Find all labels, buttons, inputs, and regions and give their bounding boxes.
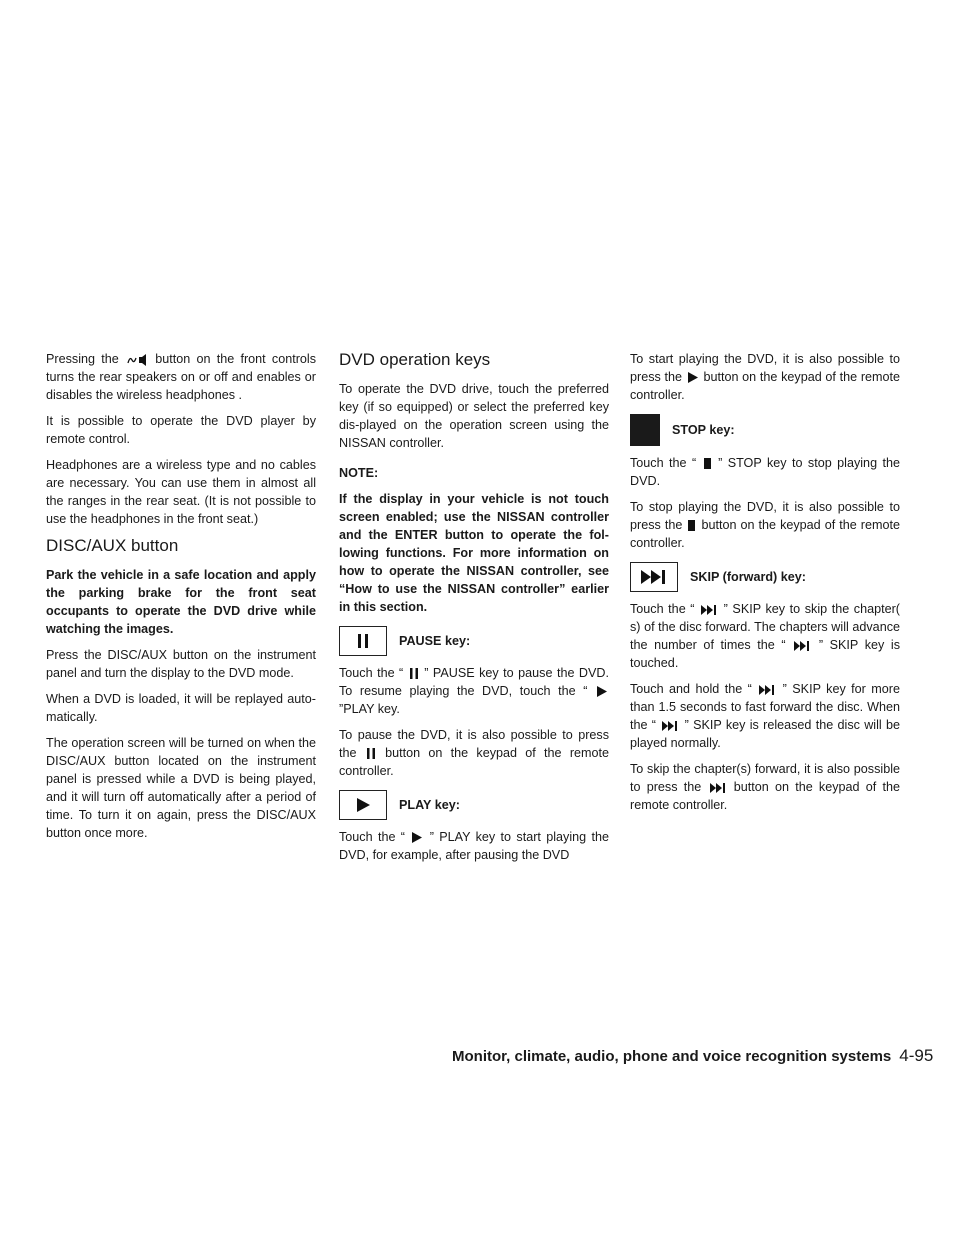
play-icon (412, 832, 422, 843)
skip-forward-icon (641, 570, 667, 584)
column-middle (339, 350, 609, 872)
heading-dvd-keys: DVD operation keys (339, 350, 491, 369)
skip-forward-icon (662, 721, 678, 731)
skip-forward-icon (759, 685, 775, 695)
play-icon (356, 798, 370, 812)
pause-icon (367, 748, 375, 759)
stop-icon (639, 421, 651, 439)
skip-forward-icon (701, 605, 717, 615)
paragraph-remote: It is possible to operate the DVD player by remote control. (46, 414, 316, 446)
play-key-box (339, 790, 387, 820)
stop-key-label: STOP key: (672, 423, 735, 437)
skip-key-box (630, 562, 678, 592)
column-right (630, 350, 900, 822)
skip-forward-icon (794, 641, 810, 651)
stop-key-box (630, 414, 660, 446)
pause-key-header (339, 626, 609, 656)
paragraph-operate-dvd: To operate the DVD drive, touch the preferred key (if so equipped) or select the preferred key dis-played on the operation screen using the NISSAN controller. (339, 382, 609, 450)
pause-key-label: PAUSE key: (399, 634, 471, 648)
paragraph-operation-screen: The operation screen will be turned on when the DISC/AUX button located on the instrument panel is pressed while a DVD is being played, and it will turn off automatically after a period of time. To turn it on again, press the DISC/AUX button once more. (46, 736, 316, 840)
heading-disc-aux: DISC/AUX button (46, 536, 179, 555)
paragraph-headphones: Headphones are a wireless type and no cables are necessary. You can use them in almost all the ranges in the rear seat. (It is not possible to use the headphones in the front seat.) (46, 458, 316, 526)
play-key-label: PLAY key: (399, 798, 460, 812)
paragraph-speaker-button: Pressing the button on the front controls turns the rear speakers on or off and enables or disables the wireless headphones . (46, 352, 317, 402)
paragraph-play-remote: To start playing the DVD, it is also possible to press the button on the keypad of the remote controller. (630, 352, 901, 402)
warning-text: Park the vehicle in a safe location and apply the parking brake for the front seat occupants to operate the DVD drive while watching the images. (46, 568, 316, 636)
note-text: If the display in your vehicle is not touch screen enabled; use the NISSAN controller and the ENTER button to operate the fol-lowing functions. For more information on how to operate the NISSAN controller, see “How to use the NISSAN controller” earlier in this section. (339, 492, 609, 614)
paragraph-stop-remote: To stop playing the DVD, it is also possible to press the button on the keypad of the remote controller. (630, 500, 901, 550)
speaker-headphone-icon (127, 354, 147, 366)
note-label: NOTE: (339, 466, 379, 480)
footer-section-title: Monitor, climate, audio, phone and voice recognition systems (452, 1048, 892, 1065)
paragraph-skip-hold: Touch and hold the “ ” SKIP key for more than 1.5 seconds to fast forward the disc. When the “ ” SKIP key is released the disc will be played normally. (630, 682, 901, 750)
page-footer (452, 1046, 934, 1067)
paragraph-stop: Touch the “ ” STOP key to stop playing the DVD. (630, 456, 901, 488)
paragraph-skip-remote: To skip the chapter(s) forward, it is also possible to press the button on the keypad of the remote controller. (630, 762, 901, 812)
stop-icon (704, 458, 711, 469)
play-icon (688, 372, 698, 383)
paragraph-press-disc: Press the DISC/AUX button on the instrument panel and turn the display to the DVD mode. (46, 648, 316, 680)
paragraph-pause: Touch the “ ” PAUSE key to pause the DVD. To resume playing the DVD, touch the “ ”PLAY key. (339, 666, 610, 716)
play-key-header (339, 790, 609, 820)
play-icon (597, 686, 607, 697)
pause-icon (357, 634, 369, 648)
stop-icon (688, 520, 695, 531)
paragraph-dvd-loaded: When a DVD is loaded, it will be replayed auto-matically. (46, 692, 316, 724)
column-left (46, 350, 316, 850)
skip-key-label: SKIP (forward) key: (690, 570, 806, 584)
paragraph-play: Touch the “ ” PLAY key to start playing the DVD, for example, after pausing the DVD (339, 830, 609, 862)
stop-key-header (630, 414, 900, 446)
page-number: 4-95 (899, 1046, 934, 1065)
skip-forward-icon (710, 783, 726, 793)
pause-icon (410, 668, 418, 679)
skip-key-header (630, 562, 900, 592)
pause-key-box (339, 626, 387, 656)
paragraph-skip: Touch the “ ” SKIP key to skip the chapter( s) of the disc forward. The chapters will advance the number of times the “ ” SKIP key is touched. (630, 602, 901, 670)
paragraph-pause-remote: To pause the DVD, it is also possible to press the button on the keypad of the remote controller. (339, 728, 610, 778)
